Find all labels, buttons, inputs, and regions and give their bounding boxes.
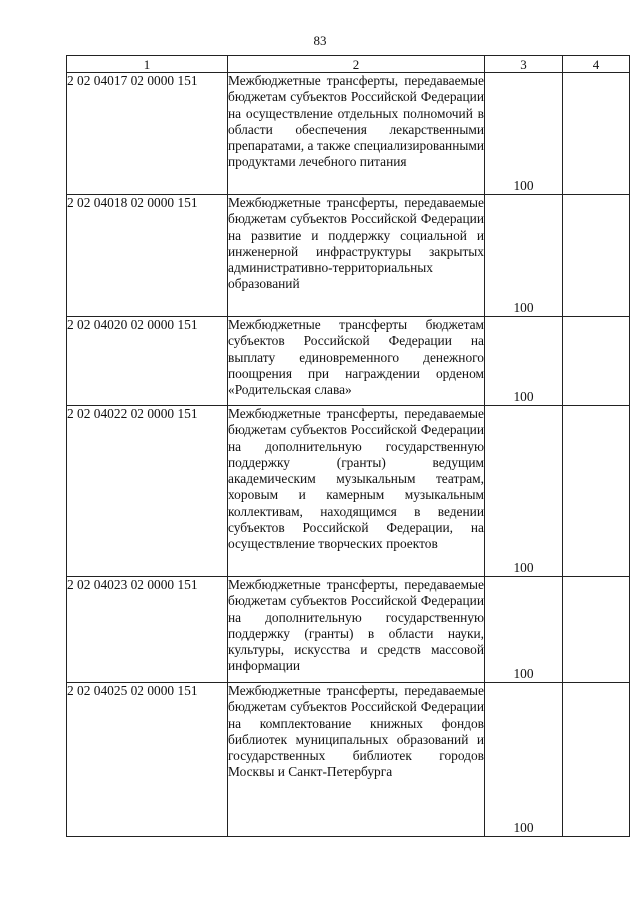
description-cell: Межбюджетные трансферты, передаваемые бюджетам субъектов Российской Федерации на осуществление отдельных полномочий в области обеспечения лекарственными препаратами, а также специализированными продуктами лечебного питания — [228, 73, 485, 195]
table-header-row — [67, 56, 630, 73]
budget-code-cell: 2 02 04025 02 0000 151 — [67, 683, 228, 837]
col4-cell — [563, 195, 630, 317]
table-row — [67, 73, 630, 195]
col4-cell — [563, 317, 630, 406]
budget-table — [66, 55, 630, 837]
amount-cell: 100 — [485, 317, 563, 406]
header-col-4: 4 — [563, 56, 630, 73]
page-number: 83 — [313, 33, 327, 48]
description-cell: Межбюджетные трансферты, передаваемые бюджетам субъектов Российской Федерации на комплектование книжных фондов библиотек муниципальных образований и государственных библиотек городов Москвы и Санкт-Петербурга — [228, 683, 485, 837]
amount-cell: 100 — [485, 195, 563, 317]
table-row — [67, 683, 630, 837]
col4-cell — [563, 683, 630, 837]
budget-code-cell: 2 02 04023 02 0000 151 — [67, 577, 228, 683]
description-cell: Межбюджетные трансферты бюджетам субъектов Российской Федерации на выплату единовременного денежного поощрения при награждении орденом «Родительская слава» — [228, 317, 485, 406]
description-cell: Межбюджетные трансферты, передаваемые бюджетам субъектов Российской Федерации на развитие и поддержку социальной и инженерной инфраструктуры закрытых административно-территориальных образований — [228, 195, 485, 317]
amount-cell: 100 — [485, 73, 563, 195]
budget-code-cell: 2 02 04018 02 0000 151 — [67, 195, 228, 317]
header-col-1: 1 — [67, 56, 228, 73]
col4-cell — [563, 73, 630, 195]
amount-cell: 100 — [485, 683, 563, 837]
col4-cell — [563, 577, 630, 683]
header-col-3: 3 — [485, 56, 563, 73]
amount-cell: 100 — [485, 406, 563, 577]
header-col-2: 2 — [228, 56, 485, 73]
budget-code-cell: 2 02 04020 02 0000 151 — [67, 317, 228, 406]
col4-cell — [563, 406, 630, 577]
amount-cell: 100 — [485, 577, 563, 683]
description-cell: Межбюджетные трансферты, передаваемые бюджетам субъектов Российской Федерации на дополнительную государственную поддержку (гранты) в области науки, культуры, искусства и средств массовой информации — [228, 577, 485, 683]
table-row — [67, 406, 630, 577]
description-cell: Межбюджетные трансферты, передаваемые бюджетам субъектов Российской Федерации на дополнительную государственную поддержку (гранты) ведущим академическим музыкальным театрам, хоровым и камерным музыкальным коллективам, находящимся в ведении субъектов Российской Федерации, на осуществление творческих проектов — [228, 406, 485, 577]
table-row — [67, 577, 630, 683]
budget-code-cell: 2 02 04017 02 0000 151 — [67, 73, 228, 195]
budget-code-cell: 2 02 04022 02 0000 151 — [67, 406, 228, 577]
table-row — [67, 195, 630, 317]
table-row — [67, 317, 630, 406]
